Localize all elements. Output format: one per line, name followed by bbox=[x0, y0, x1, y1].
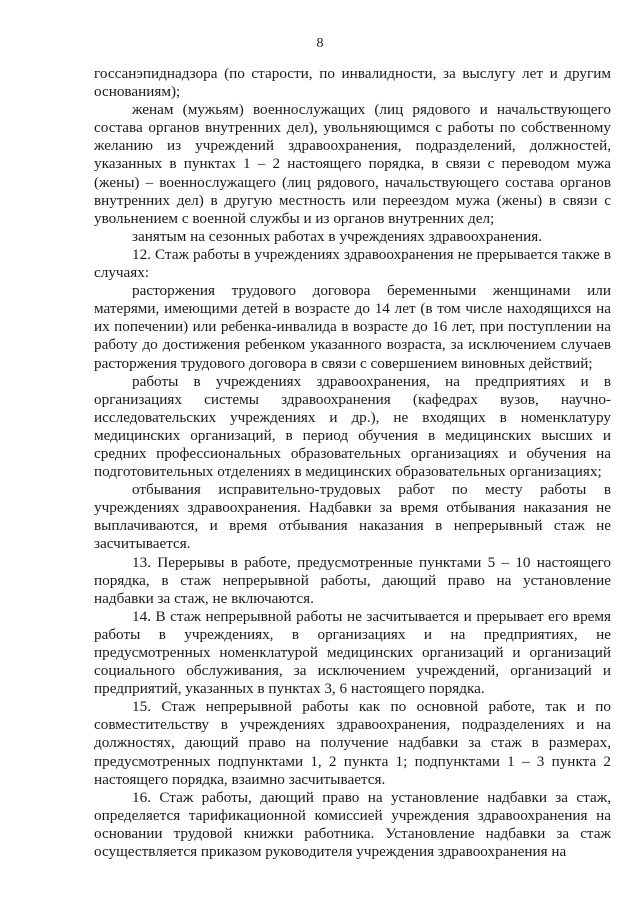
paragraph-item-16: 16. Стаж работы, дающий право на установление надбавки за стаж, определяется тарификационной комиссией учреждения здравоохранения на основании трудовой книжки работника. Установление надбавки за стаж осуществляется приказом руководителя учреждения здравоохранения на bbox=[94, 788, 611, 861]
paragraph-work-during-study: работы в учреждениях здравоохранения, на предприятиях и в организациях системы здравоохранения (кафедрах вузов, научно-исследовательских учреждениях и др.), не входящих в номенклатуру медицинских организаций, в период обучения в медицинских высших и средних профессиональных образовательных организациях и обучения на подготовительных отделениях в медицинских образовательных организациях; bbox=[94, 372, 611, 481]
paragraph-continuation: госсанэпиднадзора (по старости, по инвалидности, за выслугу лет и другим основаниям); bbox=[94, 65, 611, 101]
page-number: 8 bbox=[316, 36, 324, 51]
paragraph-contract-termination: расторжения трудового договора беременными женщинами или матерями, имеющими детей в возрасте до 14 лет (в том числе находящихся на их попечении) или ребенка-инвалида в возрасте до 16 лет, при поступлении на работу до достижения ребенком указанного возраста, за исключением случаев расторжения трудового договора в связи с совершением виновных действий; bbox=[94, 282, 611, 372]
paragraph-seasonal-work: занятым на сезонных работах в учреждениях здравоохранения. bbox=[132, 227, 543, 245]
paragraph-item-15: 15. Стаж непрерывной работы как по основной работе, так и по совместительству в учреждениях здравоохранения, подразделениях и на должностях, дающий право на получение надбавки за стаж в размерах, предусмотренных подпунктами 1, 2 пункта 1; подпунктами 1 – 3 пункта 2 настоящего порядка, взаимно засчитывается. bbox=[94, 698, 611, 788]
paragraph-correctional-labor: отбывания исправительно-трудовых работ по месту работы в учреждениях здравоохранения. Надбавки за время отбывания наказания не выплачиваются, и время отбывания наказания в непрерывный стаж не засчитывается. bbox=[94, 481, 611, 553]
paragraph-military-spouses: женам (мужьям) военнослужащих (лиц рядового и начальствующего состава органов внутренних дел), увольняющимся с работы по собственному желанию из учреждений здравоохранения, подразделений, должностей, указанных в пунктах 1 – 2 настоящего порядка, в связи с переводом мужа (жены) – военнослужащего (лиц рядового, начальствующего состава органов внутренних дел) в другую местность или переездом мужа (жены) в связи с увольнением с военной службы и из органов внутренних дел; bbox=[94, 101, 611, 227]
paragraph-item-14: 14. В стаж непрерывной работы не засчитывается и прерывает его время работы в учреждениях, в организациях и на предприятиях, не предусмотренных номенклатурой медицинских организаций и организаций социального обслуживания, за исключением учреждений, организаций и предприятий, указанных в пунктах 3, 6 настоящего порядка. bbox=[94, 607, 611, 698]
paragraph-item-13: 13. Перерывы в работе, предусмотренные пунктами 5 – 10 настоящего порядка, в стаж непрерывной работы, дающий право на установление надбавки за стаж, не включаются. bbox=[94, 553, 611, 607]
paragraph-item-12: 12. Стаж работы в учреждениях здравоохранения не прерывается также в случаях: bbox=[94, 245, 611, 282]
document-body bbox=[94, 65, 611, 861]
